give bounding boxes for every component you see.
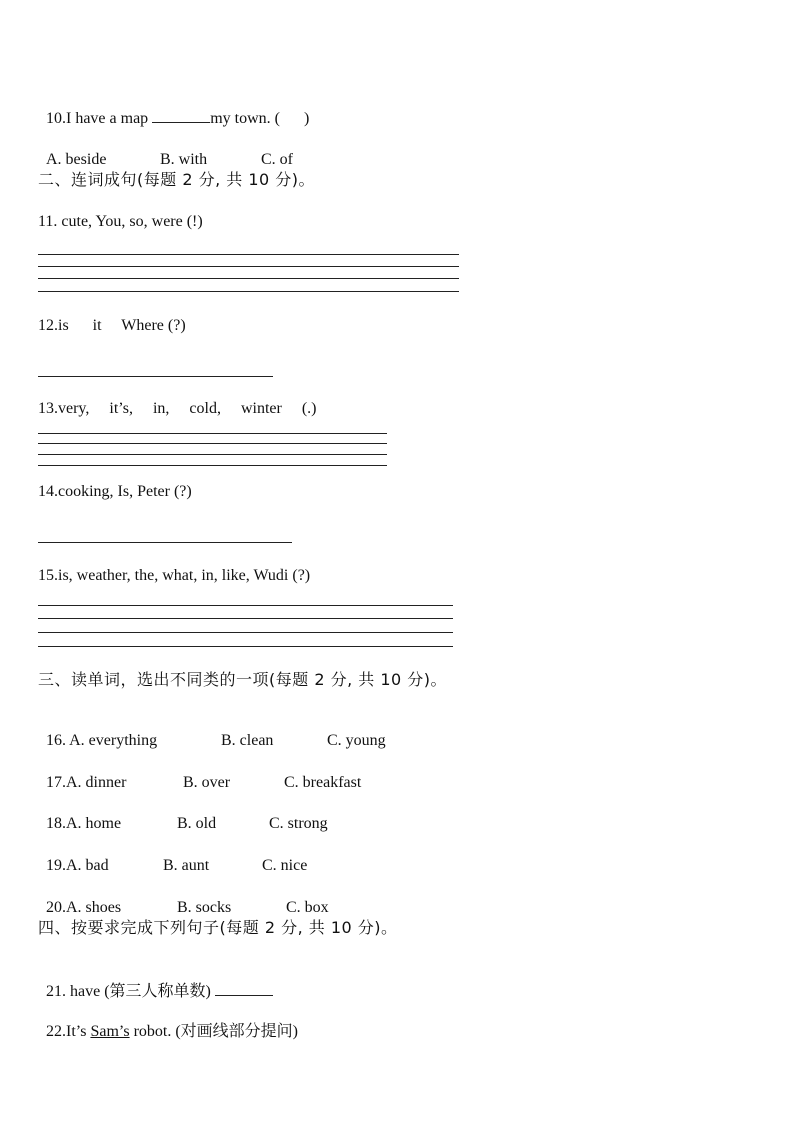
question-16 (38, 711, 386, 751)
q22-underlined-word: Sam’s (90, 1023, 130, 1040)
q20-option-a[interactable]: 20.A. shoes (46, 899, 122, 916)
q20-option-b[interactable]: B. socks (177, 899, 232, 916)
q19-option-b[interactable]: B. aunt (163, 857, 210, 874)
q18-option-a[interactable]: 18.A. home (46, 815, 122, 832)
q20-option-c[interactable]: C. box (286, 899, 329, 916)
q13-answer-line-1[interactable] (38, 433, 387, 434)
q17-option-a[interactable]: 17.A. dinner (46, 774, 127, 791)
question-15: 15.is, weather, the, what, in, like, Wudi (?) (38, 567, 311, 584)
question-18 (38, 794, 328, 834)
question-11: 11. cute, You, so, were (!) (38, 213, 203, 230)
section-2-title: 二、连词成句(每题 2 分, 共 10 分)。 (38, 170, 316, 189)
q17-option-b[interactable]: B. over (183, 774, 231, 791)
q10-options (38, 130, 293, 170)
q15-answer-line-4[interactable] (38, 646, 453, 647)
section-3-title: 三、读单词，选出不同类的一项(每题 2 分, 共 10 分)。 (38, 670, 448, 689)
q11-answer-line-4[interactable] (38, 291, 459, 292)
q21-text: 21. have (第三人称单数) (46, 983, 215, 1000)
question-22 (38, 1002, 298, 1042)
question-13: 13.very, it’s, in, cold, winter (.) (38, 400, 317, 417)
q19-option-a[interactable]: 19.A. bad (46, 857, 109, 874)
q10-option-a[interactable]: A. beside (46, 151, 107, 168)
q17-option-c[interactable]: C. breakfast (284, 774, 362, 791)
q16-option-c[interactable]: C. young (327, 732, 386, 749)
q11-answer-line-2[interactable] (38, 266, 459, 267)
q14-answer-line[interactable] (38, 542, 292, 543)
q10-answer-blank[interactable] (152, 108, 210, 123)
q10-stem-end: my town. ( ) (210, 110, 310, 127)
q13-answer-line-4[interactable] (38, 465, 387, 466)
q13-answer-line-2[interactable] (38, 443, 387, 444)
q10-stem-start: 10.I have a map (46, 110, 153, 127)
q21-answer-blank[interactable] (215, 981, 273, 996)
q11-answer-line-1[interactable] (38, 254, 459, 255)
q22-text-start: 22.It’s (46, 1023, 91, 1040)
q10-option-b[interactable]: B. with (160, 151, 208, 168)
question-17 (38, 753, 361, 793)
q15-answer-line-1[interactable] (38, 605, 453, 606)
question-21 (38, 961, 273, 1002)
q22-text-end: robot. (对画线部分提问) (129, 1023, 299, 1040)
q18-option-c[interactable]: C. strong (269, 815, 328, 832)
question-19 (38, 836, 307, 876)
q18-option-b[interactable]: B. old (177, 815, 217, 832)
question-10 (38, 88, 309, 129)
q16-option-b[interactable]: B. clean (221, 732, 274, 749)
q15-answer-line-3[interactable] (38, 632, 453, 633)
q16-option-a[interactable]: 16. A. everything (46, 732, 158, 749)
section-4-title: 四、按要求完成下列句子(每题 2 分, 共 10 分)。 (38, 918, 398, 937)
question-20 (38, 878, 329, 918)
question-12: 12.is it Where (?) (38, 317, 186, 334)
question-14: 14.cooking, Is, Peter (?) (38, 483, 192, 500)
q11-answer-line-3[interactable] (38, 278, 459, 279)
q12-answer-line[interactable] (38, 376, 273, 377)
q13-answer-line-3[interactable] (38, 454, 387, 455)
q10-option-c[interactable]: C. of (261, 151, 293, 168)
q15-answer-line-2[interactable] (38, 618, 453, 619)
q19-option-c[interactable]: C. nice (262, 857, 308, 874)
